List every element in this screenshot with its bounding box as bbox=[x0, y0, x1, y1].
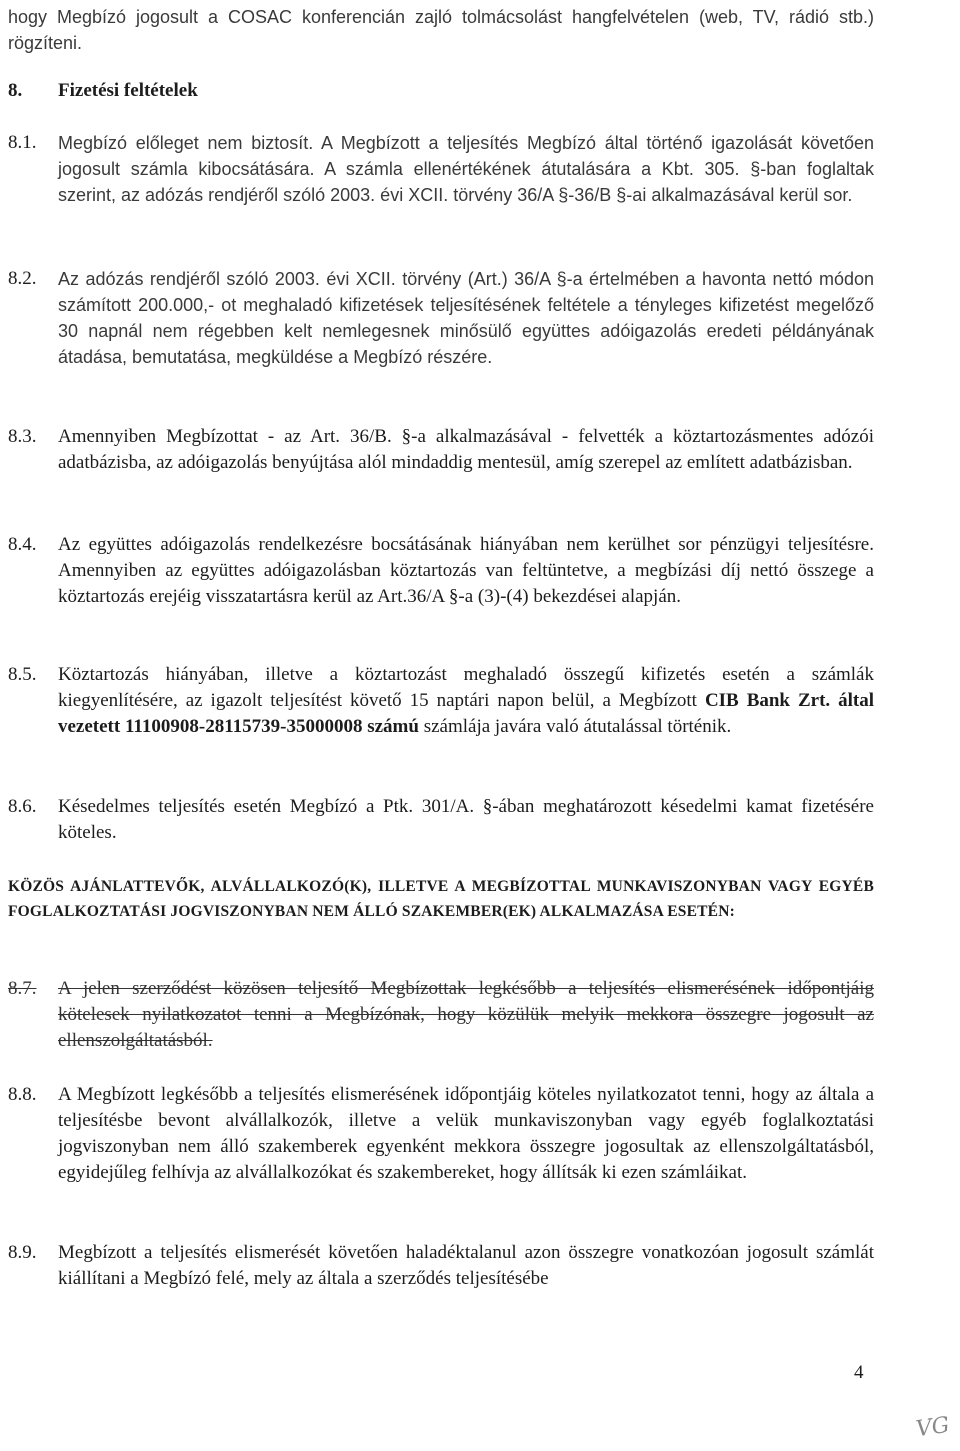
clause-number: 8.8. bbox=[8, 1084, 37, 1105]
caps-heading: KÖZÖS AJÁNLATTEVŐK, ALVÁLLALKOZÓ(K), ILLETVE A MEGBÍZOTTAL MUNKAVISZONYBAN VAGY EGYÉB FOGLALKOZTATÁSI JOGVISZONYBAN NEM ÁLLÓ SZAKEMBER(EK) ALKALMAZÁSA ESETÉN: bbox=[8, 878, 874, 920]
clause-text: A Megbízott legkésőbb a teljesítés elismerésének időpontjáig köteles nyilatkozatot tenni, hogy az általa a teljesítésbe bevont alvállalkozók, illetve a velük munkaviszonyban vagy egyéb foglalkoztatási jogviszonyban nem álló szakemberek egyenként mekkora összegre jogosultak az ellenszolgáltatásból, egyidejűleg felhívja az alvállalkozókat és szakembereket, hogy állítsák ki ezen számláikat. bbox=[58, 1084, 874, 1183]
clause-text: Késedelmes teljesítés esetén Megbízó a Ptk. 301/A. §-ában meghatározott késedelmi kamat fizetésére köteles. bbox=[58, 796, 874, 843]
clause-8-3 bbox=[8, 424, 874, 476]
clause-text: Megbízó előleget nem biztosít. A Megbízott a teljesítés Megbízó által történő igazolását követően jogosult számla kibocsátására. A számla ellenértékének átutalására a Kbt. 305. §-ban foglaltak szerint, az adózás rendjéről szóló 2003. évi XCII. törvény 36/A §-36/B §-ai alkalmazásával kerül sor. bbox=[58, 133, 874, 205]
clause-8-7-struck bbox=[8, 976, 874, 1054]
clause-8-1 bbox=[8, 130, 874, 208]
clause-number: 8.4. bbox=[8, 534, 37, 555]
section-title: Fizetési feltételek bbox=[58, 80, 198, 101]
section-number: 8. bbox=[8, 80, 23, 101]
bank-account-bold: CIB Bank Zrt. által vezetett 11100908-28115739-35000008 számú bbox=[58, 690, 875, 737]
clause-text: Az együttes adóigazolás rendelkezésre bocsátásának hiányában nem kerülhet sor pénzügyi teljesítésre. Amennyiben az együttes adóigazolásban köztartozás van feltüntetve, a megbízási díj nettó összege a köztartozás erejéig visszatartásra kerül az Art.36/A §-a (3)-(4) bekezdései alapján. bbox=[58, 534, 874, 607]
clause-number: 8.5. bbox=[8, 664, 37, 685]
intro-fragment bbox=[8, 4, 874, 56]
clause-text: Az adózás rendjéről szóló 2003. évi XCII. törvény (Art.) 36/A §-a értelmében a havonta nettó módon számított 200.000,- ot meghaladó kifizetések teljesítésének feltétele a tényleges kifizetést megelőző 30 napnál nem régebben kelt nemlegesnek minősülő együttes adóigazolás eredeti példányának átadása, bemutatása, megküldése a Megbízó részére. bbox=[58, 269, 874, 367]
clause-8-6 bbox=[8, 794, 874, 846]
clause-text bbox=[58, 662, 874, 740]
clause-text: Amennyiben Megbízottat - az Art. 36/B. §-a alkalmazásával - felvették a köztartozásmentes adózói adatbázisba, az adóigazolás benyújtása alól mindaddig mentesül, amíg szerepel az említett adatbázisban. bbox=[58, 426, 874, 473]
clause-8-8 bbox=[8, 1082, 874, 1186]
clause-text: Megbízott a teljesítés elismerését követően haladéktalanul azon összegre vonatkozóan jogosult számlát kiállítani a Megbízó felé, mely az általa a szerződés teljesítésébe bbox=[58, 1242, 874, 1289]
section-heading bbox=[8, 78, 874, 104]
clause-number: 8.9. bbox=[8, 1242, 37, 1263]
clause-number: 8.7. bbox=[8, 978, 37, 999]
clause-8-9 bbox=[8, 1240, 874, 1292]
clause-number: 8.1. bbox=[8, 132, 37, 153]
clause-number: 8.2. bbox=[8, 268, 37, 289]
intro-text: hogy Megbízó jogosult a COSAC konferencián zajló tolmácsolást hangfelvételen (web, TV, rádió stb.) rögzíteni. bbox=[8, 7, 874, 53]
clause-number: 8.3. bbox=[8, 426, 37, 447]
clause-text-after: számlája javára való átutalással történik. bbox=[423, 716, 732, 737]
clause-text-before: Köztartozás hiányában, illetve a köztartozást meghaladó összegű kifizetés esetén a számlák kiegyenlítésére, az igazolt teljesítést követő 15 naptári napon belül, a Megbízott bbox=[58, 664, 874, 711]
clause-8-2 bbox=[8, 266, 874, 370]
page-number: 4 bbox=[854, 1362, 864, 1383]
clause-8-4 bbox=[8, 532, 874, 610]
clause-text: A jelen szerződést közösen teljesítő Megbízottak legkésőbb a teljesítés elismerésének időpontjáig kötelesek nyilatkozatot tenni a Megbízónak, hogy közülük melyik mekkora összegre jogosult az ellenszolgáltatásból. bbox=[58, 978, 874, 1051]
clause-number: 8.6. bbox=[8, 796, 37, 817]
clause-8-5 bbox=[8, 662, 874, 740]
handwritten-initials: VG bbox=[914, 1412, 952, 1443]
